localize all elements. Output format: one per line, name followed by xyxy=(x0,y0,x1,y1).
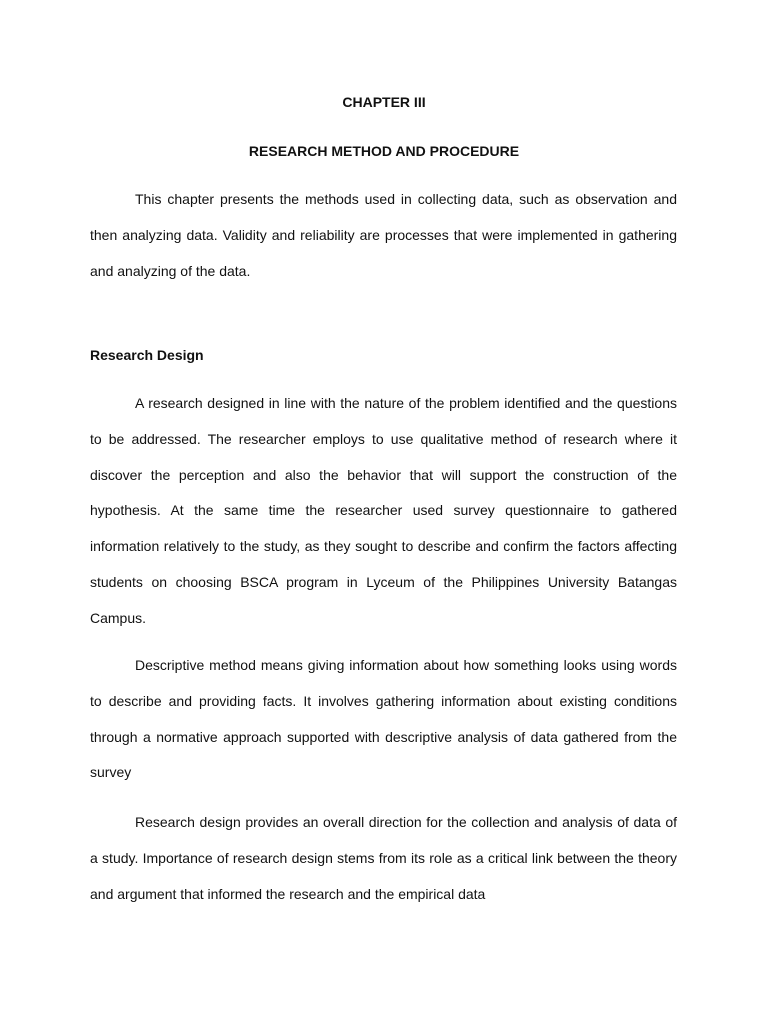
body-paragraph: A research designed in line with the nature of the problem identified and the questions to be addressed. The researcher employs to use qualitative method of research where it discover the perception and also the behavior that will support the construction of the hypothesis. At the same time the researcher used survey questionnaire to gathered information relatively to the study, as they sought to describe and confirm the factors affecting students on choosing BSCA program in Lyceum of the Philippines University Batangas Campus. xyxy=(90,395,677,626)
body-paragraph: Descriptive method means giving information about how something looks using words to describe and providing facts. It involves gathering information about existing conditions through a normative approach supported with descriptive analysis of data gathered from the survey xyxy=(90,657,677,781)
intro-paragraph: This chapter presents the methods used in collecting data, such as observation and then analyzing data. Validity and reliability are processes that were implemented in gathering and analyzing of the data. xyxy=(90,191,677,279)
chapter-title: CHAPTER III xyxy=(342,94,426,110)
body-paragraph: Research design provides an overall direction for the collection and analysis of data of a study. Importance of research design stems from its role as a critical link between the theory and argument that informed the research and the empirical data xyxy=(90,814,677,902)
section-title: RESEARCH METHOD AND PROCEDURE xyxy=(248,143,520,159)
subsection-title: Research Design xyxy=(90,347,204,363)
